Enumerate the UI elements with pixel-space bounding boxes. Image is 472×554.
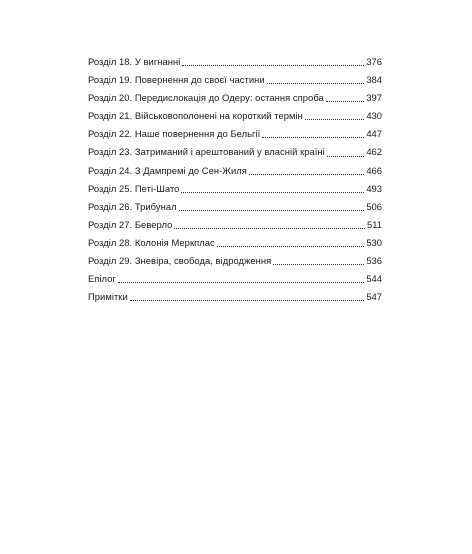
- toc-entry-chapter-27: [88, 216, 382, 234]
- toc-entry-chapter-19: [88, 71, 382, 89]
- toc-dot-leader: [182, 57, 364, 67]
- toc-dot-leader: [217, 238, 365, 248]
- toc-dot-leader: [305, 111, 364, 121]
- toc-entry-page-number: 511: [367, 218, 382, 230]
- toc-dot-leader: [174, 220, 365, 230]
- toc-entry-chapter-28: [88, 234, 382, 252]
- toc-dot-leader: [326, 93, 365, 103]
- toc-dot-leader: [267, 75, 365, 85]
- toc-entry-page-number: 466: [366, 164, 382, 176]
- toc-entry-title: Розділ 23. Затриманий і арештований у власній країні: [88, 146, 325, 158]
- toc-entry-page-number: 462: [366, 146, 382, 158]
- toc-dot-leader: [249, 166, 364, 176]
- toc-entry-title: Розділ 27. Беверло: [88, 218, 173, 230]
- toc-entry-page-number: 544: [366, 273, 382, 285]
- toc-entry-page-number: 430: [366, 110, 382, 122]
- toc-entry-title: Розділ 24. З Дампремі до Сен-Жиля: [88, 164, 247, 176]
- toc-entry-title: Примітки: [88, 291, 128, 303]
- toc-entry-title: Епілог: [88, 273, 116, 285]
- toc-entry-notes: [88, 288, 382, 306]
- toc-dot-leader: [118, 274, 364, 284]
- toc-entry-page-number: 530: [366, 236, 382, 248]
- toc-entry-chapter-25: [88, 180, 382, 198]
- toc-entry-title: Розділ 26. Трибунал: [88, 200, 177, 212]
- toc-entry-chapter-26: [88, 198, 382, 216]
- toc-entry-title: Розділ 20. Передислокація до Одеру: остання спроба: [88, 92, 324, 104]
- toc-entry-title: Розділ 25. Петі-Шато: [88, 182, 180, 194]
- toc-entry-page-number: 493: [366, 182, 382, 194]
- toc-dot-leader: [262, 129, 364, 139]
- toc-entry-page-number: 506: [366, 200, 382, 212]
- toc-dot-leader: [181, 184, 364, 194]
- toc-entry-title: Розділ 29. Зневіра, свобода, відродження: [88, 255, 272, 267]
- table-of-contents: [88, 53, 382, 306]
- toc-entry-chapter-22: [88, 125, 382, 143]
- toc-entry-title: Розділ 18. У вигнанні: [88, 56, 181, 67]
- toc-entry-title: Розділ 22. Наше повернення до Бельгії: [88, 128, 261, 140]
- toc-entry-page-number: 376: [366, 56, 382, 67]
- toc-entry-page-number: 547: [366, 291, 382, 303]
- toc-entry-chapter-21: [88, 107, 382, 125]
- toc-entry-epilogue: [88, 270, 382, 288]
- toc-dot-leader: [327, 148, 365, 158]
- toc-entry-chapter-20: [88, 89, 382, 107]
- toc-entry-page-number: 536: [366, 255, 382, 267]
- toc-entry-title: Розділ 21. Військовополонені на короткий термін: [88, 110, 303, 122]
- toc-entry-chapter-29: [88, 252, 382, 270]
- toc-entry-page-number: 447: [366, 128, 382, 140]
- toc-dot-leader: [130, 292, 365, 302]
- toc-entry-title: Розділ 19. Повернення до своєї частини: [88, 74, 265, 86]
- toc-entry-chapter-23: [88, 143, 382, 161]
- toc-entry-page-number: 397: [366, 92, 382, 104]
- toc-entry-chapter-24: [88, 162, 382, 180]
- toc-dot-leader: [179, 202, 365, 212]
- toc-entry-page-number: 384: [366, 74, 382, 86]
- toc-entry-title: Розділ 28. Колонія Меркплас: [88, 236, 215, 248]
- toc-dot-leader: [273, 256, 364, 266]
- toc-entry-chapter-18: [88, 53, 382, 71]
